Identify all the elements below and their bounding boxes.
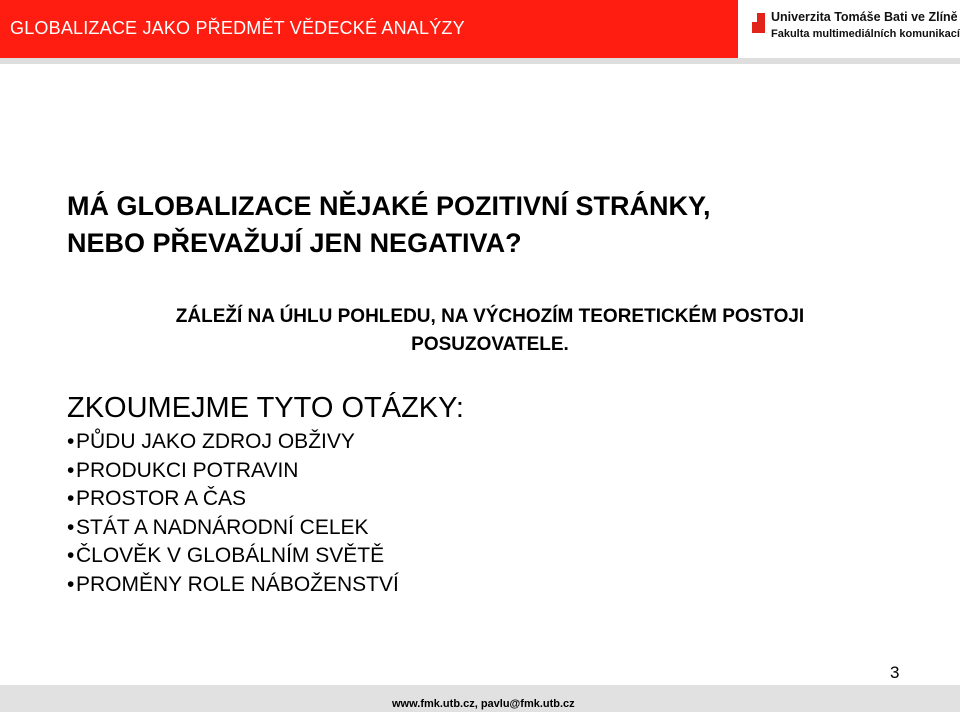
list-item-text: ČLOVĚK V GLOBÁLNÍM SVĚTĚ	[76, 544, 385, 567]
header-title: GLOBALIZACE JAKO PŘEDMĚT VĚDECKÉ ANALÝZY	[10, 18, 465, 38]
question-line-2: NEBO PŘEVAŽUJÍ JEN NEGATIVA?	[67, 228, 522, 258]
slide-question	[67, 188, 711, 262]
section-heading: ZKOUMEJME TYTO OTÁZKY:	[67, 392, 464, 424]
topic-list	[67, 428, 399, 599]
list-item: •ČLOVĚK V GLOBÁLNÍM SVĚTĚ	[67, 544, 385, 567]
footer-contact: www.fmk.utb.cz, pavlu@fmk.utb.cz	[392, 698, 575, 710]
list-item: •PŮDU JAKO ZDROJ OBŽIVY	[67, 430, 355, 453]
university-logo-icon	[752, 13, 765, 33]
logo-faculty-name: Fakulta multimediálních komunikací	[771, 28, 960, 40]
university-logo	[738, 0, 960, 58]
list-item-text: PROMĚNY ROLE NÁBOŽENSTVÍ	[76, 572, 399, 596]
list-item: •PRODUKCI POTRAVIN	[67, 458, 299, 482]
answer-line-1: ZÁLEŽÍ NA ÚHLU POHLEDU, NA VÝCHOZÍM TEORETICKÉM POSTOJI	[175, 306, 805, 327]
list-item-text: STÁT A NADNÁRODNÍ CELEK	[76, 515, 369, 539]
list-item-text: PŮDU JAKO ZDROJ OBŽIVY	[76, 430, 355, 453]
list-item: •PROMĚNY ROLE NÁBOŽENSTVÍ	[67, 572, 399, 596]
logo-university-name: Univerzita Tomáše Bati ve Zlíně	[771, 10, 958, 24]
list-item: •PROSTOR A ČAS	[67, 487, 246, 510]
header-divider	[0, 58, 960, 64]
list-item-text: PROSTOR A ČAS	[76, 487, 246, 510]
header-bar	[0, 0, 738, 58]
slide-answer	[67, 303, 913, 359]
question-line-1: MÁ GLOBALIZACE NĚJAKÉ POZITIVNÍ STRÁNKY,	[67, 191, 711, 221]
list-item: •STÁT A NADNÁRODNÍ CELEK	[67, 515, 369, 539]
page-number: 3	[890, 663, 900, 682]
answer-line-2: POSUZOVATELE.	[411, 334, 569, 355]
list-item-text: PRODUKCI POTRAVIN	[76, 458, 299, 482]
